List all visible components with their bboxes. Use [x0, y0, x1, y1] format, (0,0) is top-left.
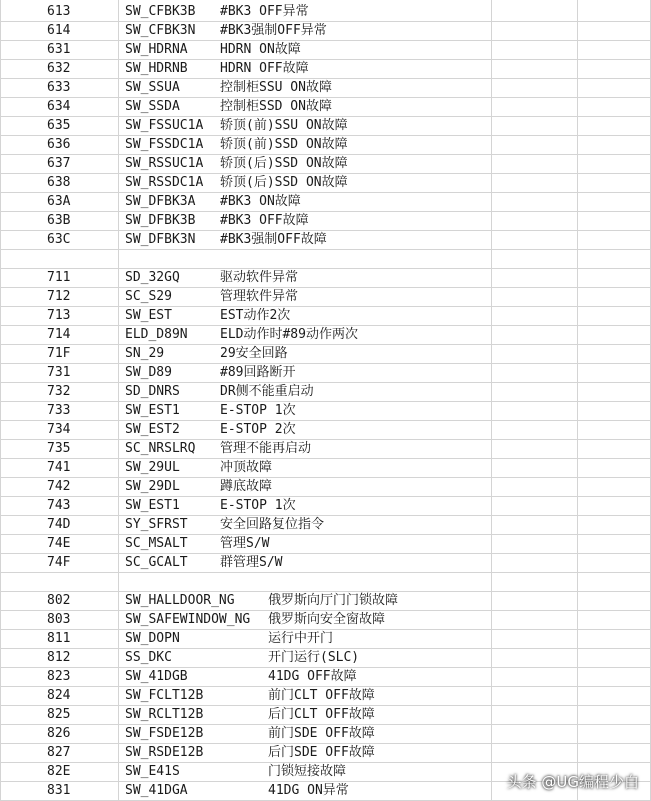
- table-row: [0, 22, 651, 41]
- error-code[interactable]: 811: [47, 631, 71, 646]
- signal-name[interactable]: SW_41DGB: [125, 669, 188, 684]
- error-code[interactable]: 71F: [47, 346, 71, 361]
- error-code[interactable]: 74F: [47, 555, 71, 570]
- fault-description[interactable]: #BK3 OFF异常: [220, 4, 309, 19]
- signal-name[interactable]: SW_CFBK3N: [125, 23, 196, 38]
- table-row: [0, 478, 651, 497]
- error-code[interactable]: 712: [47, 289, 71, 304]
- error-code[interactable]: 741: [47, 460, 71, 475]
- fault-description[interactable]: 运行中开门: [268, 631, 334, 646]
- signal-name[interactable]: SW_SSUA: [125, 80, 180, 95]
- fault-description[interactable]: 轿顶(前)SSU ON故障: [220, 118, 348, 133]
- signal-name[interactable]: SW_DFBK3B: [125, 213, 196, 228]
- signal-name[interactable]: SY_SFRST: [125, 517, 188, 532]
- watermark: 头条 @UG编程少白: [506, 773, 639, 791]
- table-row: [0, 98, 651, 117]
- table-row: [0, 630, 651, 649]
- fault-description[interactable]: 驱动软件异常: [220, 270, 299, 285]
- error-code[interactable]: 63A: [47, 194, 71, 209]
- error-code[interactable]: 632: [47, 61, 71, 76]
- fault-description[interactable]: #89回路断开: [220, 365, 296, 380]
- table-row: [0, 269, 651, 288]
- error-code[interactable]: 824: [47, 688, 71, 703]
- error-code[interactable]: 63C: [47, 232, 71, 247]
- error-code[interactable]: 823: [47, 669, 71, 684]
- error-code[interactable]: 614: [47, 23, 71, 38]
- fault-description[interactable]: #BK3强制OFF故障: [220, 232, 327, 247]
- table-row: [0, 535, 651, 554]
- signal-name[interactable]: SW_29UL: [125, 460, 180, 475]
- table-row: [0, 193, 651, 212]
- fault-description[interactable]: 开门运行(SLC): [268, 650, 360, 665]
- table-row: [0, 459, 651, 478]
- fault-description[interactable]: 蹲底故障: [220, 479, 273, 494]
- table-row: [0, 174, 651, 193]
- fault-description[interactable]: #BK3强制OFF异常: [220, 23, 327, 38]
- table-row: [0, 79, 651, 98]
- error-code[interactable]: 803: [47, 612, 71, 627]
- signal-name[interactable]: SW_FSDE12B: [125, 726, 204, 741]
- fault-description[interactable]: #BK3 OFF故障: [220, 213, 309, 228]
- signal-name[interactable]: SC_NRSLRQ: [125, 441, 196, 456]
- error-code[interactable]: 711: [47, 270, 71, 285]
- error-code[interactable]: 826: [47, 726, 71, 741]
- signal-name[interactable]: SW_FSSUC1A: [125, 118, 204, 133]
- fault-description[interactable]: HDRN ON故障: [220, 42, 301, 57]
- table-row: [0, 706, 651, 725]
- signal-name[interactable]: SW_29DL: [125, 479, 180, 494]
- signal-name[interactable]: SW_SAFEWINDOW_NG: [125, 612, 251, 627]
- signal-name[interactable]: SS_DKC: [125, 650, 172, 665]
- error-code[interactable]: 812: [47, 650, 71, 665]
- signal-name[interactable]: SC_S29: [125, 289, 172, 304]
- error-code[interactable]: 637: [47, 156, 71, 171]
- fault-description[interactable]: 管理软件异常: [220, 289, 299, 304]
- error-code[interactable]: 825: [47, 707, 71, 722]
- table-row: [0, 402, 651, 421]
- signal-name[interactable]: SW_CFBK3B: [125, 4, 196, 19]
- fault-description[interactable]: 管理不能再启动: [220, 441, 312, 456]
- fault-description[interactable]: 俄罗斯向厅门门锁故障: [268, 593, 399, 608]
- fault-description[interactable]: E-STOP 1次: [220, 498, 296, 513]
- table-row: [0, 231, 651, 250]
- fault-description[interactable]: ELD动作时#89动作两次: [220, 327, 358, 342]
- signal-name[interactable]: SC_GCALT: [125, 555, 188, 570]
- signal-name[interactable]: SW_EST2: [125, 422, 180, 437]
- fault-description[interactable]: 门锁短接故障: [268, 764, 347, 779]
- signal-name[interactable]: SW_FSSDC1A: [125, 137, 204, 152]
- table-row: [0, 592, 651, 611]
- error-code[interactable]: 631: [47, 42, 71, 57]
- error-code[interactable]: 714: [47, 327, 71, 342]
- table-row: [0, 117, 651, 136]
- error-code[interactable]: 713: [47, 308, 71, 323]
- fault-description[interactable]: HDRN OFF故障: [220, 61, 309, 76]
- error-code[interactable]: 827: [47, 745, 71, 760]
- error-code[interactable]: 734: [47, 422, 71, 437]
- table-row: [0, 250, 651, 269]
- error-code[interactable]: 732: [47, 384, 71, 399]
- table-row: [0, 3, 651, 22]
- table-row: [0, 554, 651, 573]
- signal-name[interactable]: SW_DOPN: [125, 631, 180, 646]
- error-code[interactable]: 633: [47, 80, 71, 95]
- table-row: [0, 383, 651, 402]
- fault-description[interactable]: 安全回路复位指令: [220, 517, 325, 532]
- signal-name[interactable]: SW_SSDA: [125, 99, 180, 114]
- error-code[interactable]: 831: [47, 783, 71, 798]
- table-row: [0, 573, 651, 592]
- fault-description[interactable]: DR侧不能重启动: [220, 384, 314, 399]
- table-row: [0, 212, 651, 231]
- signal-name[interactable]: SN_29: [125, 346, 165, 361]
- fault-description[interactable]: EST动作2次: [220, 308, 291, 323]
- signal-name[interactable]: SW_EST1: [125, 403, 180, 418]
- fault-description[interactable]: 后门SDE OFF故障: [268, 745, 375, 760]
- fault-description[interactable]: 前门SDE OFF故障: [268, 726, 375, 741]
- table-row: [0, 687, 651, 706]
- table-row: [0, 364, 651, 383]
- signal-name[interactable]: SW_EST: [125, 308, 172, 323]
- error-code[interactable]: 74E: [47, 536, 71, 551]
- fault-description[interactable]: 前门CLT OFF故障: [268, 688, 375, 703]
- table-row: [0, 60, 651, 79]
- signal-name[interactable]: SW_41DGA: [125, 783, 188, 798]
- fault-description[interactable]: 后门CLT OFF故障: [268, 707, 375, 722]
- table-row: [0, 611, 651, 630]
- table-row: [0, 307, 651, 326]
- table-row: [0, 744, 651, 763]
- fault-description[interactable]: E-STOP 2次: [220, 422, 296, 437]
- table-row: [0, 668, 651, 687]
- fault-description[interactable]: 控制柜SSD ON故障: [220, 99, 332, 114]
- error-code[interactable]: 802: [47, 593, 71, 608]
- table-row: [0, 725, 651, 744]
- error-code[interactable]: 743: [47, 498, 71, 513]
- error-code[interactable]: 731: [47, 365, 71, 380]
- fault-description[interactable]: 41DG ON异常: [268, 783, 349, 798]
- signal-name[interactable]: SW_DFBK3A: [125, 194, 196, 209]
- error-code[interactable]: 82E: [47, 764, 71, 779]
- fault-description[interactable]: 群管理S/W: [220, 555, 283, 570]
- table-row: [0, 345, 651, 364]
- table-row: [0, 136, 651, 155]
- fault-description[interactable]: 冲顶故障: [220, 460, 273, 475]
- table-row: [0, 516, 651, 535]
- signal-name[interactable]: SW_DFBK3N: [125, 232, 196, 247]
- table-row: [0, 649, 651, 668]
- table-row: [0, 155, 651, 174]
- error-code[interactable]: 613: [47, 4, 71, 19]
- fault-description[interactable]: 管理S/W: [220, 536, 270, 551]
- signal-name[interactable]: SC_MSALT: [125, 536, 188, 551]
- table-row: [0, 497, 651, 516]
- fault-description[interactable]: 轿顶(后)SSD ON故障: [220, 156, 348, 171]
- error-code[interactable]: 638: [47, 175, 71, 190]
- fault-description[interactable]: 控制柜SSU ON故障: [220, 80, 332, 95]
- signal-name[interactable]: SW_E41S: [125, 764, 180, 779]
- signal-name[interactable]: SD_32GQ: [125, 270, 180, 285]
- signal-name[interactable]: SW_HDRNA: [125, 42, 188, 57]
- signal-name[interactable]: SW_RSSUC1A: [125, 156, 204, 171]
- fault-description[interactable]: 俄罗斯向安全窗故障: [268, 612, 386, 627]
- signal-name[interactable]: SW_RSSDC1A: [125, 175, 204, 190]
- table-row: [0, 326, 651, 345]
- fault-description[interactable]: 轿顶(后)SSD ON故障: [220, 175, 348, 190]
- signal-name[interactable]: ELD_D89N: [125, 327, 188, 342]
- error-code[interactable]: 634: [47, 99, 71, 114]
- error-code[interactable]: 742: [47, 479, 71, 494]
- error-code[interactable]: 636: [47, 137, 71, 152]
- fault-description[interactable]: 41DG OFF故障: [268, 669, 357, 684]
- error-code[interactable]: 635: [47, 118, 71, 133]
- error-code[interactable]: 735: [47, 441, 71, 456]
- signal-name[interactable]: SW_RCLT12B: [125, 707, 204, 722]
- fault-description[interactable]: #BK3 ON故障: [220, 194, 301, 209]
- signal-name[interactable]: SW_FCLT12B: [125, 688, 204, 703]
- signal-name[interactable]: SW_HALLDOOR_NG: [125, 593, 235, 608]
- fault-description[interactable]: 轿顶(前)SSD ON故障: [220, 137, 348, 152]
- table-row: [0, 288, 651, 307]
- table-row: [0, 41, 651, 60]
- table-row: [0, 421, 651, 440]
- fault-description[interactable]: 29安全回路: [220, 346, 288, 361]
- error-code[interactable]: 733: [47, 403, 71, 418]
- signal-name[interactable]: SW_D89: [125, 365, 172, 380]
- error-code[interactable]: 63B: [47, 213, 71, 228]
- signal-name[interactable]: SW_HDRNB: [125, 61, 188, 76]
- error-code[interactable]: 74D: [47, 517, 71, 532]
- signal-name[interactable]: SW_EST1: [125, 498, 180, 513]
- signal-name[interactable]: SW_RSDE12B: [125, 745, 204, 760]
- signal-name[interactable]: SD_DNRS: [125, 384, 180, 399]
- table-row: [0, 440, 651, 459]
- fault-description[interactable]: E-STOP 1次: [220, 403, 296, 418]
